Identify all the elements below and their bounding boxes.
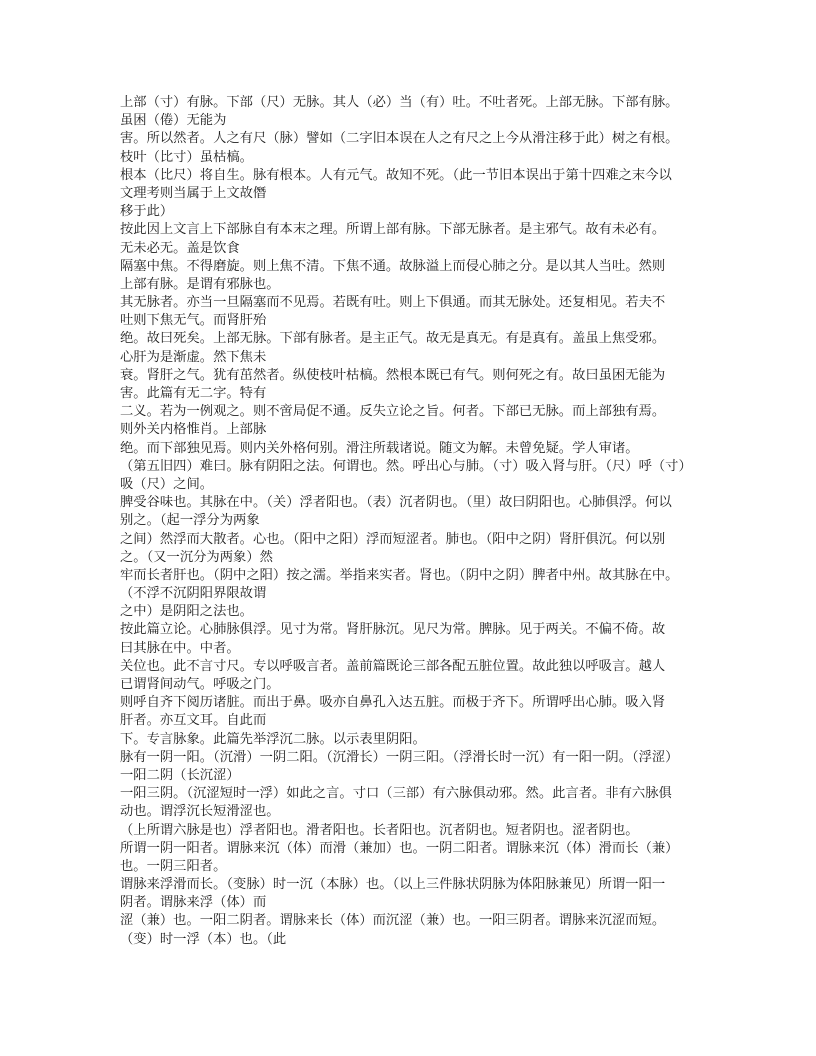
- text-line: 上部有脉。是谓有邪脉也。: [120, 276, 280, 292]
- text-line: 吐则下焦无气。而肾肝殆: [120, 313, 267, 329]
- text-line: 衰。肾肝之气。犹有茁然者。纵使枝叶枯槁。然根本既已有气。则何死之有。故曰虽困无能为: [120, 367, 666, 383]
- text-line: 则外关内格惟肖。上部脉: [120, 422, 267, 438]
- text-line: 二义。若为一例观之。则不啻局促不通。反失立论之旨。何者。下部已无脉。而上部独有焉。: [120, 404, 666, 420]
- text-line: 枝叶（比寸）虽枯槁。: [120, 149, 253, 165]
- text-line: 隔塞中焦。不得磨旋。则上焦不清。下焦不通。故脉溢上而侵心肺之分。是以其人当吐。然则: [120, 258, 666, 274]
- text-line: （不浮不沉阴阳界限故谓: [120, 586, 267, 602]
- text-line: （第五旧四）难曰。脉有阴阳之法。何谓也。然。呼出心与肺。（寸）吸入肾与肝。（尺）呼（寸）: [120, 458, 692, 474]
- text-line: （变）时一浮（本）也。（此: [120, 931, 287, 947]
- text-line: 吸（尺）之间。: [120, 476, 214, 492]
- text-line: 已谓肾间动气。呼吸之门。: [120, 677, 280, 692]
- text-line: 也。一阴三阳者。: [120, 858, 227, 874]
- text-line: 之中）是阴阳之法也。: [120, 604, 253, 620]
- text-line: 其无脉者。亦当一旦隔塞而不见焉。若既有吐。则上下俱通。而其无脉处。还复相见。若夫不: [120, 295, 666, 311]
- text-line: 阴者。谓脉来浮（体）而: [120, 895, 267, 911]
- text-line: 无未必无。盖是饮食: [120, 240, 240, 256]
- text-line: （上所谓六脉是也）浮者阳也。滑者阳也。长者阳也。沉者阴也。短者阴也。涩者阴也。: [120, 822, 639, 838]
- text-line: 移于此）: [120, 204, 174, 220]
- text-line: 绝。故曰死矣。上部无脉。下部有脉者。是主正气。故无是真无。有是真有。盖虽上焦受邪。: [120, 331, 666, 347]
- text-line: 虽困（倦）无能为: [120, 113, 227, 129]
- text-line: 肝者。亦互文耳。自此而: [120, 713, 267, 729]
- text-line: 心肝为是渐虚。然下焦未: [120, 349, 267, 365]
- text-line: 害。此篇有无二字。特有: [120, 386, 267, 401]
- text-line: 脉有一阴一阳。（沉滑）一阴二阳。（沉滑长）一阴三阳。（浮滑长时一沉）有一阳一阴。（浮涩）: [120, 749, 679, 765]
- text-line: 牢而长者肝也。（阴中之阳）按之濡。举指来实者。肾也。（阴中之阴）脾者中州。故其脉在中。: [120, 567, 679, 583]
- text-line: 绝。而下部独见焉。则内关外格何别。滑注所载诸说。随文为解。未曾免疑。学人审诸。: [120, 440, 639, 456]
- text-line: 别之。（起一浮分为两象: [120, 513, 260, 529]
- text-line: 谓脉来浮滑而长。（变脉）时一沉（本脉）也。（以上三件脉状阴脉为体阳脉兼见）所谓一阳一: [120, 877, 666, 893]
- text-line: 之间）然浮而大散者。心也。（阳中之阳）浮而短涩者。肺也。（阳中之阴）肾肝俱沉。何以别: [120, 531, 666, 547]
- text-line: 按此因上文言上下部脉自有本末之理。所谓上部有脉。下部无脉者。是主邪气。故有未必有。: [120, 222, 666, 238]
- text-line: 按此篇立论。心肺脉俱浮。见寸为常。肾肝脉沉。见尺为常。脾脉。见于两关。不偏不倚。故: [120, 622, 666, 638]
- text-line: 动也。谓浮沉长短滑涩也。: [120, 804, 280, 820]
- text-line: 下。专言脉象。此篇先举浮沉二脉。以示表里阴阳。: [120, 731, 426, 747]
- text-line: 害。所以然者。人之有尺（脉）譬如（二字旧本误在人之有尺之上今从滑注移于此）树之有根。: [120, 131, 679, 147]
- text-line: 关位也。此不言寸尺。专以呼吸言者。盖前篇既论三部各配五脏位置。故此独以呼吸言。越人: [120, 658, 666, 674]
- text-line: 脾受谷味也。其脉在中。（关）浮者阳也。（表）沉者阴也。（里）故曰阴阳也。心肺俱浮。何以: [120, 495, 672, 511]
- body-text: [120, 94, 700, 949]
- text-line: 文理考则当属于上文故僭: [120, 185, 267, 201]
- text-line: 涩（兼）也。一阳二阴者。谓脉来长（体）而沉涩（兼）也。一阳三阴者。谓脉来沉涩而短。: [120, 913, 666, 929]
- text-line: 则呼自齐下阅历诸脏。而出于鼻。吸亦自鼻孔入达五脏。而极于齐下。所谓呼出心肺。吸入肾: [120, 695, 666, 711]
- text-line: 一阳二阴（长沉涩）: [120, 767, 240, 783]
- text-line: 曰其脉在中。中者。: [120, 640, 240, 656]
- text-line: 之。（又一沉分为两象）然: [120, 549, 273, 565]
- text-line: 根本（比尺）将自生。脉有根本。人有元气。故知不死。（此一节旧本误出于第十四难之末今以: [120, 167, 672, 183]
- text-line: 上部（寸）有脉。下部（尺）无脉。其人（必）当（有）吐。不吐者死。上部无脉。下部有脉。: [120, 95, 679, 110]
- text-line: 所谓一阴一阳者。谓脉来沉（体）而滑（兼加）也。一阴二阳者。谓脉来沉（体）滑而长（兼）: [120, 840, 679, 856]
- text-line: 一阳三阴。（沉涩短时一浮）如此之言。寸口（三部）有六脉俱动邪。然。此言者。非有六脉俱: [120, 786, 672, 802]
